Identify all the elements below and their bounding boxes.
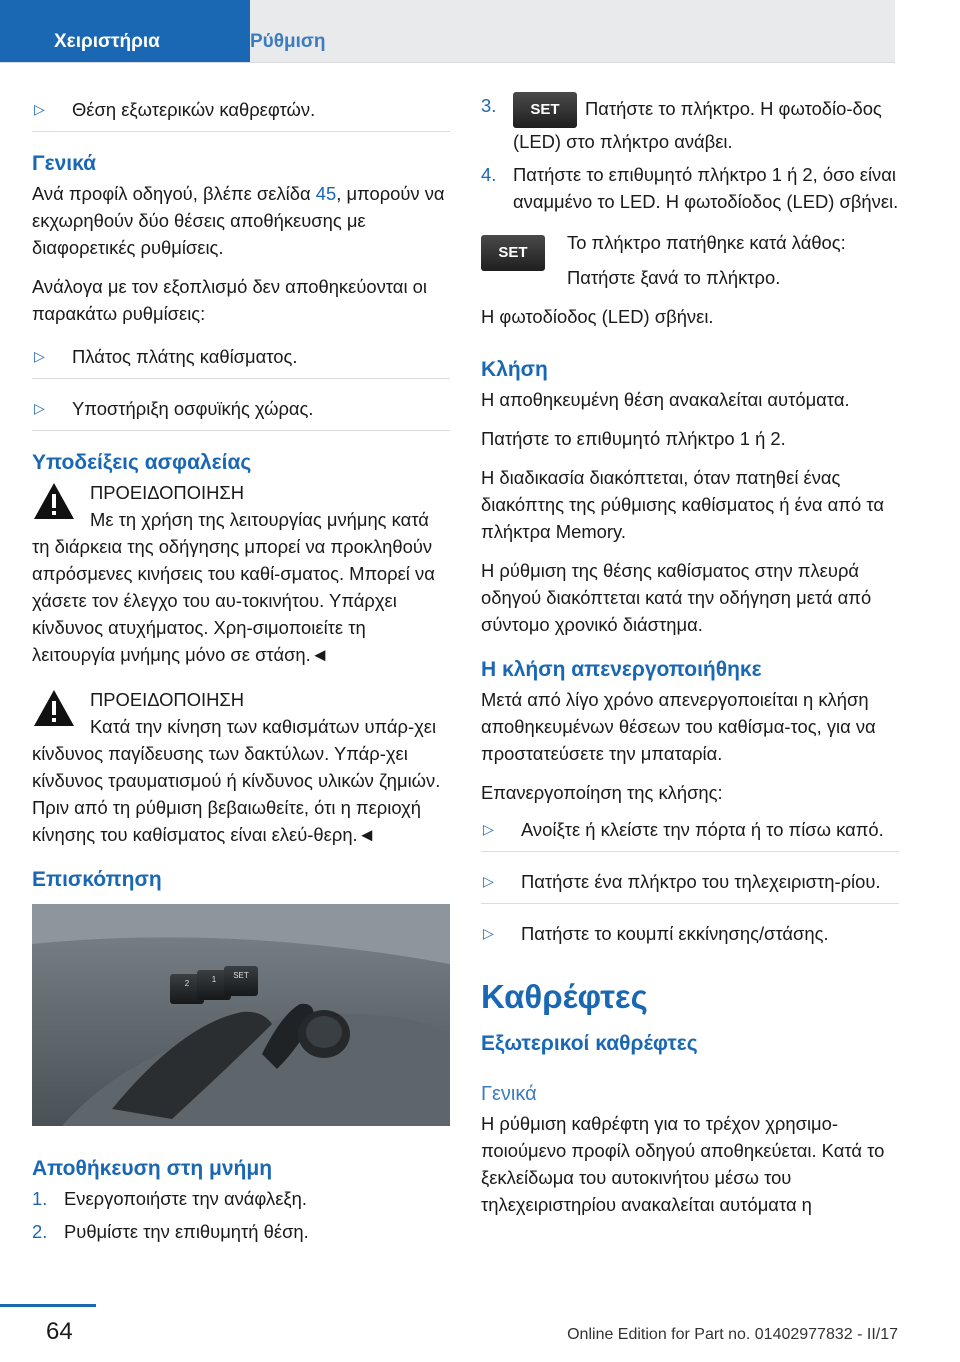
set-key-icon: SET [513, 92, 577, 128]
list-item-text: Θέση εξωτερικών καθρεφτών. [72, 99, 316, 120]
step-number: 4. [481, 164, 497, 185]
list-item [481, 92, 899, 155]
photo-button-label: 2 [184, 979, 190, 988]
paragraph: Ανά προφίλ οδηγού, βλέπε σελίδα 45, μπορούν να εκχωρηθούν δύο θέσεις αποθήκευσης με διαφορετικές ρυθμίσεις. [32, 183, 445, 258]
list-item [481, 161, 899, 215]
step-text: Ρυθμίστε την επιθυμητή θέση. [64, 1221, 309, 1242]
list-item [32, 339, 450, 379]
section-heading-store: Αποθήκευση στη μνήμη [32, 1157, 273, 1180]
list-item [32, 92, 450, 132]
section-heading-general: Γενικά [32, 152, 97, 175]
triangle-bullet-icon: ▷ [34, 348, 45, 364]
section-heading-overview: Επισκόπηση [32, 868, 162, 891]
list-item [32, 391, 450, 431]
warning-box [32, 686, 450, 848]
list-item [32, 1185, 450, 1212]
warning-text: Κατά την κίνηση των καθισμάτων υπάρ-χει κίνδυνος παγίδευσης των δακτύλων. Υπάρ-χει κίνδυνος τραυματισμού ή κίνδυνος υλικών ζημιών. Πριν από τη ρύθμιση βεβαιωθείτε, ότι η περιοχή κίνησης του καθίσματος είναι ελεύ-θερη.◄ [32, 716, 441, 845]
list-item-text: Πλάτος πλάτης καθίσματος. [72, 346, 298, 367]
paragraph: Η φωτοδίοδος (LED) σβήνει. [481, 306, 714, 327]
right-column [481, 92, 899, 1230]
list-item [32, 1218, 450, 1245]
warning-heading: ΠΡΟΕΙΔΟΠΟΙΗΣΗ [90, 689, 245, 710]
paragraph: Ανάλογα με τον εξοπλισμό δεν αποθηκεύονται οι παρακάτω ρυθμίσεις: [32, 276, 427, 324]
triangle-bullet-icon: ▷ [483, 821, 494, 837]
footer-accent-line [0, 1304, 96, 1307]
seat-memory-buttons-photo [32, 904, 450, 1126]
section-heading-recall-disabled: Η κλήση απενεργοποιήθηκε [481, 658, 762, 681]
list-item-text: Ανοίξτε ή κλείστε την πόρτα ή το πίσω καπό. [521, 819, 884, 840]
step-text: Πατήστε το επιθυμητό πλήκτρο 1 ή 2, όσο είναι αναμμένο το LED. Η φωτοδίοδος (LED) σβήνει. [513, 164, 899, 212]
warning-icon [32, 688, 76, 728]
list-item-text: Πατήστε το κουμπί εκκίνησης/στάσης. [521, 923, 829, 944]
step-number: 3. [481, 95, 497, 116]
subsection-heading-general: Γενικά [481, 1083, 537, 1105]
set-key-icon: SET [481, 235, 545, 271]
step-text: Ενεργοποιήστε την ανάφλεξη. [64, 1188, 307, 1209]
photo-button-label: SET [233, 971, 249, 980]
paragraph: Επανεργοποίηση της κλήσης: [481, 782, 723, 803]
chapter-heading-mirrors: Καθρέφτες [481, 978, 648, 1015]
list-item [481, 812, 899, 852]
paragraph: Η ρύθμιση της θέσης καθίσματος στην πλευρά οδηγού διακόπτεται κατά την οδήγηση μετά από σύντομο χρονικό διάστημα. [481, 560, 872, 635]
list-item-text: Πατήστε ένα πλήκτρο του τηλεχειριστη-ρίου. [521, 871, 881, 892]
header-bar [0, 0, 895, 63]
section-heading-safety: Υποδείξεις ασφαλείας [32, 451, 252, 474]
step-number: 1. [32, 1188, 48, 1209]
note-text: Πατήστε ξανά το πλήκτρο. [567, 267, 781, 288]
warning-text: Με τη χρήση της λειτουργίας μνήμης κατά τη διάρκεια της οδήγησης μπορεί να προκληθούν απρόσμενες κινήσεις του καθί-σματος. Μπορεί να χάσετε τον έλεγχο του αυ-τοκινήτου. Υπάρχει κίνδυνος ατυχήματος. Χρη-σιμοποιείτε τη λειτουργία μνήμης μόνο σε στάση.◄ [32, 509, 435, 665]
paragraph: Μετά από λίγο χρόνο απενεργοποιείται η κλήση αποθηκευμένων θέσεων του καθίσμα-τος, για να προστατεύσετε την μπαταρία. [481, 689, 876, 764]
warning-heading: ΠΡΟΕΙΔΟΠΟΙΗΣΗ [90, 482, 245, 503]
list-item-text: Υποστήριξη οσφυϊκής χώρας. [72, 398, 314, 419]
triangle-bullet-icon: ▷ [34, 400, 45, 416]
list-item [481, 916, 899, 955]
list-item [481, 864, 899, 904]
paragraph: Πατήστε το επιθυμητό πλήκτρο 1 ή 2. [481, 428, 786, 449]
section-heading-exterior-mirrors: Εξωτερικοί καθρέφτες [481, 1032, 698, 1055]
photo-button-label: 1 [211, 975, 217, 984]
paragraph: Η διαδικασία διακόπτεται, όταν πατηθεί ένας διακόπτης της ρύθμισης καθίσματος ή ένα από τα πλήκτρα Memory. [481, 467, 884, 542]
page-number: 64 [46, 1318, 73, 1345]
note-text: Το πλήκτρο πατήθηκε κατά λάθος: [567, 232, 846, 253]
triangle-bullet-icon: ▷ [34, 101, 45, 117]
step-number: 2. [32, 1221, 48, 1242]
triangle-bullet-icon: ▷ [483, 925, 494, 941]
tab-controls[interactable]: Χειριστήρια [0, 0, 250, 62]
left-column [32, 92, 450, 1251]
warning-box [32, 479, 450, 668]
tab-adjustment[interactable]: Ρύθμιση [250, 31, 326, 52]
warning-icon [32, 481, 76, 521]
paragraph: Η ρύθμιση καθρέφτη για το τρέχον χρησιμο-ποιούμενο προφίλ οδηγού αποθηκεύεται. Κατά το ξεκλείδωμα του αυτοκινήτου μέσω του τηλεχειριστηρίου ανακαλείται αυτόματα η [481, 1113, 885, 1215]
section-heading-recall: Κλήση [481, 358, 548, 381]
page-link[interactable]: 45 [315, 183, 337, 204]
step-text: SET Πατήστε το πλήκτρο. Η φωτοδίο-δος (LED) στο πλήκτρο ανάβει. [513, 92, 899, 155]
triangle-bullet-icon: ▷ [483, 873, 494, 889]
paragraph: Η αποθηκευμένη θέση ανακαλείται αυτόματα. [481, 389, 850, 410]
note-box [481, 229, 899, 291]
edition-footer: Online Edition for Part no. 01402977832 - II/17 [567, 1326, 898, 1343]
